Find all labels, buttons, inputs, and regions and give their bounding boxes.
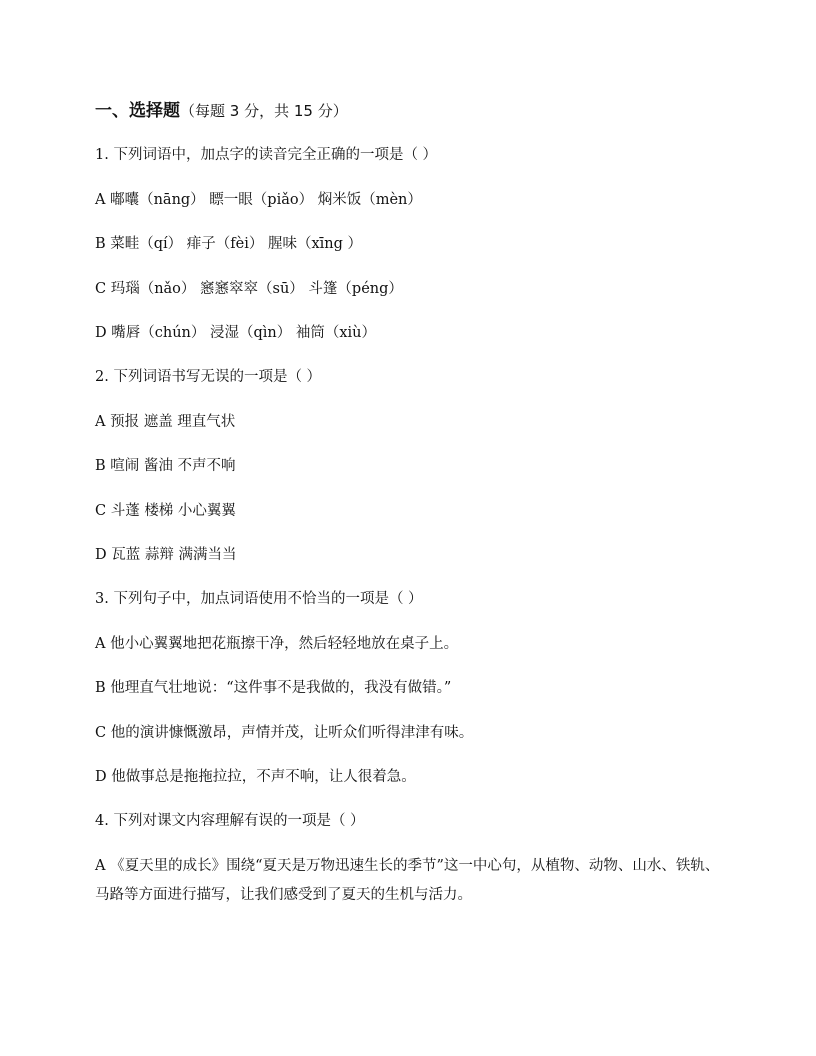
section-subtitle: （每题 3 分，共 15 分） [180, 102, 348, 120]
question-3-option-a: A 他小心翼翼地把花瓶擦干净，然后轻轻地放在桌子上。 [95, 636, 459, 652]
question-1-option-d: D 嘴唇（chún） 浸湿（qìn） 袖筒（xiù） [95, 325, 377, 341]
question-1-option-c: C 玛瑙（nǎo） 窸窸窣窣（sū） 斗篷（péng） [95, 281, 403, 297]
question-2-option-a: A 预报 遮盖 理直气状 [95, 414, 236, 430]
question-1-stem: 1. 下列词语中，加点字的读音完全正确的一项是（ ） [95, 147, 438, 163]
question-4-stem: 4. 下列对课文内容理解有误的一项是（ ） [95, 813, 365, 829]
question-2-option-d: D 瓦蓝 蒜辩 满满当当 [95, 547, 237, 563]
question-3-option-b: B 他理直气壮地说：“这件事不是我做的，我没有做错。” [95, 680, 452, 696]
question-1-option-b: B 菜畦（qí） 痱子（fèi） 腥味（xīng ） [95, 236, 363, 252]
question-2-stem: 2. 下列词语书写无误的一项是（ ） [95, 369, 322, 385]
question-2-option-c: C 斗蓬 楼梯 小心翼翼 [95, 503, 236, 519]
question-4-option-a: A 《夏天里的成长》围绕“夏天是万物迅速生长的季节”这一中心句，从植物、动物、山水、铁轨、马路等方面进行描写，让我们感受到了夏天的生机与活力。 [95, 858, 720, 903]
question-3-option-c: C 他的演讲慷慨激昂，声情并茂，让听众们听得津津有味。 [95, 725, 474, 741]
section-heading [95, 96, 348, 121]
question-1-option-a: A 嘟囔（nāng） 瞟一眼（piǎo） 焖米饭（mèn） [95, 192, 422, 208]
question-2-option-b: B 喧闹 酱油 不声不响 [95, 458, 236, 474]
question-3-stem: 3. 下列句子中，加点词语使用不恰当的一项是（ ） [95, 591, 423, 607]
section-title: 一、选择题 [95, 101, 180, 121]
question-3-option-d: D 他做事总是拖拖拉拉，不声不响，让人很着急。 [95, 769, 416, 785]
